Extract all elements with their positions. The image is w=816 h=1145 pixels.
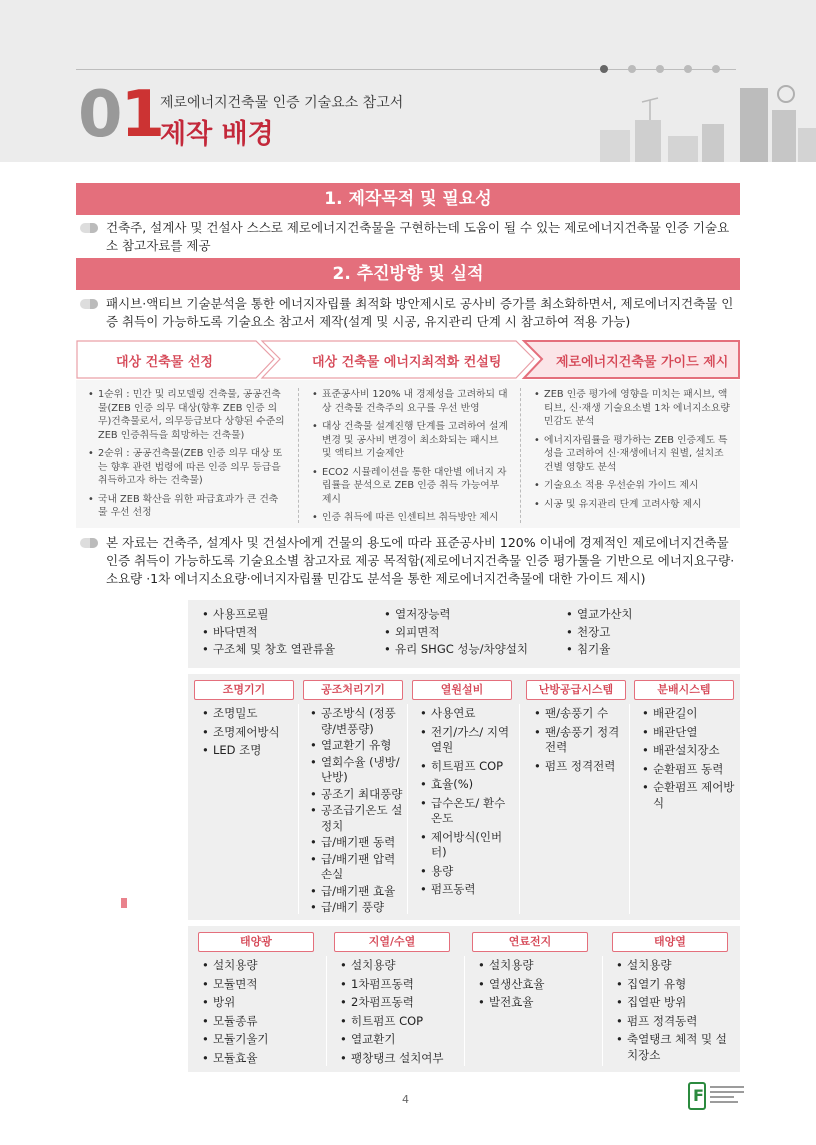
list-item: • 배관단열 — [642, 725, 736, 741]
list-item: • 열저장능력 — [384, 607, 528, 623]
list-item: • 제어방식(인버터) — [420, 830, 516, 861]
list-item: • 팬/송풍기 정격전력 — [534, 725, 628, 756]
list-item: • 급/배기 풍량 — [310, 900, 404, 916]
header-rule — [76, 69, 736, 70]
solar-panel-icon — [104, 1020, 162, 1068]
active-lighting-list — [202, 706, 296, 762]
page-number: 4 — [402, 1093, 409, 1106]
list-item: • 급/배기팬 압력손실 — [310, 852, 404, 883]
list-item: • 팽창탱크 설치여부 — [340, 1051, 462, 1067]
list-item: • 설치용량 — [202, 958, 322, 974]
wind-turbine-icon — [94, 850, 164, 910]
list-item: • 급수온도/ 환수온도 — [420, 796, 516, 827]
active-group-title: 조명기기 — [194, 680, 294, 700]
list-item: • 공조방식 (정풍량/변풍량) — [310, 706, 404, 737]
list-item: • 히트펌프 COP — [340, 1014, 462, 1030]
active-group-title: 분배시스템 — [634, 680, 734, 700]
active-hvac-list — [310, 706, 404, 917]
active-heating-supply-list — [534, 706, 628, 777]
renewable-label-line1: 신·재생 — [107, 975, 157, 993]
list-item: • 용량 — [420, 864, 516, 880]
section2-heading: 2. 추진방향 및 실적 — [76, 258, 740, 290]
list-item: • 설치용량 — [478, 958, 598, 974]
list-item: • 1순위 : 민간 및 리모델링 건축물, 공공건축물(ZEB 인증 의무 대상(향후 ZEB 인증 의무)건축물로서, 의무등급보다 상향된 수준의 ZEB 인증취득을 희망하는 건축물) — [88, 388, 286, 442]
list-item: • 1차펌프동력 — [340, 977, 462, 993]
logo-mark-icon — [688, 1082, 706, 1110]
column-divider — [602, 956, 603, 1066]
chapter-number: 01 — [78, 78, 164, 152]
renewable-group-title: 태양광 — [198, 932, 314, 952]
section1-heading: 1. 제작목적 및 필요성 — [76, 183, 740, 215]
list-item: • 대상 건축물 설계진행 단계를 고려하여 설계변경 및 공사비 변경이 최소화되는 패시브 및 액티브 기술제안 — [312, 420, 508, 461]
list-item: • 조명밀도 — [202, 706, 296, 722]
process-details — [76, 380, 740, 528]
renewable-label — [76, 974, 188, 1014]
renewable-panel — [188, 926, 740, 1072]
column-divider — [298, 388, 299, 523]
active-panel — [188, 674, 740, 920]
passive-col-1 — [202, 607, 335, 660]
column-divider — [326, 956, 327, 1066]
active-group-title: 열원설비 — [412, 680, 512, 700]
active-distribution-list — [642, 706, 736, 814]
list-item: • 외피면적 — [384, 625, 528, 641]
organization-logo — [684, 1078, 746, 1122]
list-item: • 전기/가스/ 지역열원 — [420, 725, 516, 756]
section1-paragraph — [80, 219, 740, 255]
active-group-title: 공조처리기기 — [303, 680, 403, 700]
list-item: • 사용연료 — [420, 706, 516, 722]
process-steps — [76, 340, 740, 380]
step-3-label: 제로에너지건축물 가이드 제시 — [556, 355, 729, 370]
list-item: • 설치용량 — [616, 958, 736, 974]
list-item: • 열교환기 유형 — [310, 738, 404, 754]
logo-text-lines — [710, 1086, 744, 1106]
list-item: • 발전효율 — [478, 995, 598, 1011]
list-item: • 사용프로필 — [202, 607, 335, 623]
list-item: • 모듈종류 — [202, 1014, 322, 1030]
list-item: • 배관설치장소 — [642, 743, 736, 759]
list-item: • ECO2 시뮬레이션을 통한 대안별 에너지 자립률을 분석으로 ZEB 인증 취득 가능여부 제시 — [312, 466, 508, 507]
passive-label: 패시브 — [110, 610, 154, 628]
list-item: • 급/배기팬 효율 — [310, 884, 404, 900]
renewable-geothermal-list — [340, 958, 462, 1069]
header-dot — [628, 65, 636, 73]
column-divider — [520, 388, 521, 523]
active-heat-source-list — [420, 706, 516, 901]
list-item: • 유리 SHGC 성능/차양설치 — [384, 642, 528, 658]
column-divider — [464, 956, 465, 1066]
column-divider — [519, 704, 520, 914]
list-item: • 펌프 정격전력 — [534, 759, 628, 775]
list-item: • 순환펌프 동력 — [642, 762, 736, 778]
list-item: • 펌프동력 — [420, 882, 516, 898]
list-item: • 천장고 — [566, 625, 633, 641]
section2-paragraph-1 — [80, 295, 740, 331]
list-item: • 팬/송풍기 수 — [534, 706, 628, 722]
renewable-group-title: 태양열 — [612, 932, 728, 952]
list-item: • 바닥면적 — [202, 625, 335, 641]
lightbulb-icon — [114, 630, 150, 664]
list-item: • 히트펌프 COP — [420, 759, 516, 775]
header-dot — [684, 65, 692, 73]
column-divider — [629, 704, 630, 914]
list-item: • ZEB 인증 평가에 영향을 미치는 패시브, 액티브, 신·재생 기술요소별 1차 에너지소요량 민감도 분석 — [534, 388, 730, 429]
list-item: • 모듈효율 — [202, 1051, 322, 1067]
list-item: • 집열기 유형 — [616, 977, 736, 993]
renewable-fuelcell-list — [478, 958, 598, 1014]
page-title: 제작 배경 — [160, 119, 274, 150]
list-item: • 2순위 : 공공건축물(ZEB 인증 의무 대상 또는 향후 관련 법령에 따른 인증 의무 등급을 취득하고자 하는 건축물) — [88, 447, 286, 488]
active-group-title: 난방공급시스템 — [526, 680, 626, 700]
list-item: • 기술요소 적용 우선순위 가이드 제시 — [534, 479, 730, 493]
cityscape-illustration — [590, 80, 816, 162]
list-item: • 순환펌프 제어방식 — [642, 780, 736, 811]
list-item: • 설치용량 — [340, 958, 462, 974]
list-item: • 배관길이 — [642, 706, 736, 722]
list-item: • 효율(%) — [420, 777, 516, 793]
renewable-pv-list — [202, 958, 322, 1069]
list-item: • 시공 및 유지관리 단계 고려사항 제시 — [534, 498, 730, 512]
renewable-label-line2: 에너지 — [110, 995, 154, 1013]
step-2-details — [312, 388, 508, 530]
section1-text: 건축주, 설계사 및 건설사 스스로 제로에너지건축물을 구현하는데 도움이 될 수 있는 제로에너지건축물 인증 기술요소 참고자료를 제공 — [106, 220, 730, 253]
step-1-label: 대상 건축물 선정 — [116, 355, 213, 370]
list-item: • 침기율 — [566, 642, 633, 658]
step-2-label: 대상 건축물 에너지최적화 컨설팅 — [312, 355, 502, 370]
list-item: • 펌프 정격동력 — [616, 1014, 736, 1030]
passive-panel — [188, 600, 740, 668]
section2-paragraph-2 — [80, 534, 740, 588]
document-title: 제로에너지건축물 인증 기술요소 참고서 — [160, 95, 404, 111]
list-item: • 열교환기 — [340, 1032, 462, 1048]
list-item: • LED 조명 — [202, 743, 296, 759]
list-item: • 방위 — [202, 995, 322, 1011]
list-item: • 모듈면적 — [202, 977, 322, 993]
list-item: • 축열탱크 체적 및 설치장소 — [616, 1032, 736, 1063]
bullet-icon — [80, 223, 98, 233]
step-1-details — [88, 388, 286, 525]
passive-col-3 — [566, 607, 633, 660]
list-item: • 급/배기팬 동력 — [310, 835, 404, 851]
list-item: • 인증 취득에 따른 인센티브 취득방안 제시 — [312, 511, 508, 525]
list-item: • 2차펌프동력 — [340, 995, 462, 1011]
renewable-solarthermal-list — [616, 958, 736, 1066]
bullet-icon — [80, 299, 98, 309]
renewable-group-title: 지열/수열 — [334, 932, 450, 952]
list-item: • 공조급기온도 설정치 — [310, 803, 404, 834]
list-item: • 집열판 방위 — [616, 995, 736, 1011]
header-dot — [600, 65, 608, 73]
renewable-group-title: 연료전지 — [472, 932, 588, 952]
list-item: • 열교가산치 — [566, 607, 633, 623]
list-item: • 모듈기울기 — [202, 1032, 322, 1048]
section2-text1: 패시브·액티브 기술분석을 통한 에너지자립률 최적화 방안제시로 공사비 증가를 최소화하면서, 제로에너지건축물 인증 취득이 가능하도록 기술요소 참고서 제작(설계 및 시공, 유지관리 단계 시 참고하여 적용 가능) — [106, 296, 734, 329]
header-dot — [712, 65, 720, 73]
list-item: • 조명제어방식 — [202, 725, 296, 741]
column-divider — [298, 704, 299, 914]
list-item: • 국내 ZEB 확산을 위한 파급효과가 큰 건축물 우선 선정 — [88, 493, 286, 520]
bullet-icon — [80, 538, 98, 548]
active-label: 액티브 — [110, 762, 154, 780]
list-item: • 표준공사비 120% 내 경제성을 고려하되 대상 건축물 건축주의 요구를 우선 반영 — [312, 388, 508, 415]
column-divider — [407, 704, 408, 914]
page-header — [0, 0, 816, 162]
header-dot — [656, 65, 664, 73]
section2-text2: 본 자료는 건축주, 설계사 및 건설사에게 건물의 용도에 따라 표준공사비 120% 이내에 경제적인 제로에너지건축물 인증 취득이 가능하도록 기술요소별 참고자료 제공 목적함(제로에너지건축물 인증 평가툴을 기반으로 에너지요구량·소요량 ·1차 에너지소요량·에너지자립률 민감도 분석을 통한 제로에너지건축물에 대한 가이드 제시) — [106, 535, 735, 586]
list-item: • 열회수율 (냉방/난방) — [310, 755, 404, 786]
list-item: • 열생산효율 — [478, 977, 598, 993]
passive-col-2 — [384, 607, 528, 660]
list-item: • 구조체 및 창호 열관류율 — [202, 642, 335, 658]
list-item: • 에너지자립률을 평가하는 ZEB 인증제도 특성을 고려하여 신·재생에너지 원별, 설치조건별 영향도 분석 — [534, 434, 730, 475]
step-3-details — [534, 388, 730, 516]
list-item: • 공조기 최대풍량 — [310, 787, 404, 803]
